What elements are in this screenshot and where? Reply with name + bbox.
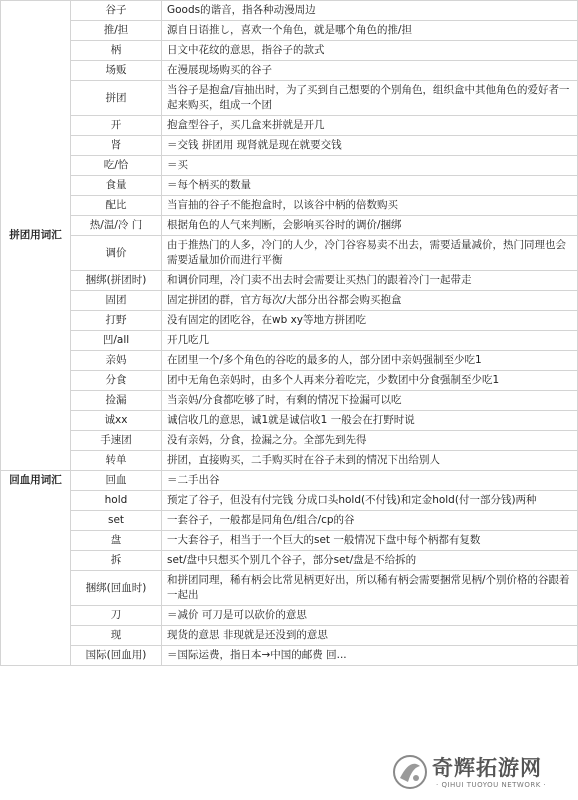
term-cell: 亲妈 [71, 351, 162, 371]
term-cell: 食量 [71, 176, 162, 196]
table-row [1, 451, 578, 471]
definition-cell: set/盘中只想买个别几个谷子，部分set/盘是不给拆的 [162, 551, 578, 571]
term-cell: 转单 [71, 451, 162, 471]
table-row [1, 371, 578, 391]
term-cell: 肾 [71, 136, 162, 156]
table-row [1, 41, 578, 61]
definition-cell: 固定拼团的群，官方每次/大部分出谷都会购买抱盒 [162, 291, 578, 311]
term-cell: set [71, 511, 162, 531]
table-row [1, 1, 578, 21]
definition-cell: ＝买 [162, 156, 578, 176]
term-cell: 现 [71, 626, 162, 646]
definition-cell: ＝国际运费，指日本→中国的邮费 回... [162, 646, 578, 666]
table-row [1, 331, 578, 351]
table-row [1, 176, 578, 196]
term-cell: 诚xx [71, 411, 162, 431]
term-cell: 配比 [71, 196, 162, 216]
definition-cell: ＝每个柄买的数量 [162, 176, 578, 196]
term-cell: 凹/all [71, 331, 162, 351]
term-cell: 谷子 [71, 1, 162, 21]
term-cell: 热/温/冷 门 [71, 216, 162, 236]
table-row [1, 291, 578, 311]
term-cell: 分食 [71, 371, 162, 391]
definition-cell: 根据角色的人气来判断，会影响买谷时的调价/捆绑 [162, 216, 578, 236]
definition-cell: Goods的谐音，指各种动漫周边 [162, 1, 578, 21]
term-cell: hold [71, 491, 162, 511]
term-cell: 固团 [71, 291, 162, 311]
definition-cell: 在漫展现场购买的谷子 [162, 61, 578, 81]
definition-cell: 日文中花纹的意思，指谷子的款式 [162, 41, 578, 61]
table-row [1, 626, 578, 646]
definition-cell: 预定了谷子，但没有付完钱 分成口头hold(不付钱)和定金hold(付一部分钱)两种 [162, 491, 578, 511]
category-pintuan: 拼团用词汇 [1, 1, 71, 471]
table-row [1, 511, 578, 531]
term-cell: 拆 [71, 551, 162, 571]
category-huixue: 回血用词汇 [1, 471, 71, 666]
table-row [1, 351, 578, 371]
table-row [1, 551, 578, 571]
table-row [1, 196, 578, 216]
definition-cell: 没有固定的团吃谷，在wb xy等地方拼团吃 [162, 311, 578, 331]
table-row [1, 21, 578, 41]
definition-cell: 开几吃几 [162, 331, 578, 351]
term-cell: 回血 [71, 471, 162, 491]
table-row [1, 61, 578, 81]
term-cell: 吃/恰 [71, 156, 162, 176]
definition-cell: 源自日语推し，喜欢一个角色，就是哪个角色的推/担 [162, 21, 578, 41]
term-cell: 捆绑(拼团时) [71, 271, 162, 291]
table-row [1, 411, 578, 431]
definition-cell: ＝减价 可刀是可以砍价的意思 [162, 606, 578, 626]
term-cell: 盘 [71, 531, 162, 551]
table-row [1, 271, 578, 291]
table-row [1, 156, 578, 176]
table-row [1, 571, 578, 606]
qihui-logo-icon [392, 754, 428, 790]
table-row [1, 606, 578, 626]
table-row [1, 81, 578, 116]
term-cell: 打野 [71, 311, 162, 331]
definition-cell: ＝二手出谷 [162, 471, 578, 491]
table-row [1, 236, 578, 271]
term-cell: 场贩 [71, 61, 162, 81]
definition-cell: 没有亲妈，分食，捡漏之分。全部先到先得 [162, 431, 578, 451]
definition-cell: ＝交钱 拼团用 现肾就是现在就要交钱 [162, 136, 578, 156]
watermark-subtitle: · QIHUI TUOYOU NETWORK · [436, 781, 547, 789]
term-cell: 调价 [71, 236, 162, 271]
table-row [1, 531, 578, 551]
term-cell: 拼团 [71, 81, 162, 116]
table-row [1, 136, 578, 156]
table-row [1, 491, 578, 511]
definition-cell: 当亲妈/分食都吃够了时，有剩的情况下捡漏可以吃 [162, 391, 578, 411]
table-row [1, 116, 578, 136]
term-cell: 柄 [71, 41, 162, 61]
definition-cell: 抱盒型谷子，买几盒来拼就是开几 [162, 116, 578, 136]
watermark-name: 奇辉拓游网 [432, 756, 542, 780]
table-row [1, 646, 578, 666]
definition-cell: 和调价同理，冷门卖不出去时会需要让买热门的跟着冷门一起带走 [162, 271, 578, 291]
table-row [1, 431, 578, 451]
definition-cell: 一大套谷子，相当于一个巨大的set 一般情况下盘中每个柄都有复数 [162, 531, 578, 551]
definition-cell: 和拼团同理，稀有柄会比常见柄更好出，所以稀有柄会需要捆常见柄/个别价格的谷跟着一起出 [162, 571, 578, 606]
term-cell: 捡漏 [71, 391, 162, 411]
term-cell: 国际(回血用) [71, 646, 162, 666]
definition-cell: 团中无角色亲妈时，由多个人再来分着吃完，少数团中分食强制至少吃1 [162, 371, 578, 391]
term-cell: 刀 [71, 606, 162, 626]
term-cell: 推/担 [71, 21, 162, 41]
table-row [1, 471, 578, 491]
table-row [1, 216, 578, 236]
term-cell: 手速团 [71, 431, 162, 451]
definition-cell: 诚信收几的意思，诚1就是诚信收1 一般会在打野时说 [162, 411, 578, 431]
definition-cell: 一套谷子，一般都是同角色/组合/cp的谷 [162, 511, 578, 531]
definition-cell: 由于推热门的人多，冷门的人少，冷门谷容易卖不出去，需要适量减价，热门同理也会需要适量加价而进行平衡 [162, 236, 578, 271]
watermark [386, 750, 572, 796]
definition-cell: 拼团，直接购买，二手购买时在谷子未到的情况下出给别人 [162, 451, 578, 471]
definition-cell: 在团里一个/多个角色的谷吃的最多的人，部分团中亲妈强制至少吃1 [162, 351, 578, 371]
table-row [1, 391, 578, 411]
term-cell: 开 [71, 116, 162, 136]
table-row [1, 311, 578, 331]
definition-cell: 当谷子是抱盒/盲抽出时，为了买到自己想要的个别角色，组织盒中其他角色的爱好者一起来购买，组成一个团 [162, 81, 578, 116]
definition-cell: 现货的意思 非现就是还没到的意思 [162, 626, 578, 646]
definition-cell: 当盲抽的谷子不能抱盒时，以该谷中柄的倍数购买 [162, 196, 578, 216]
term-cell: 捆绑(回血时) [71, 571, 162, 606]
